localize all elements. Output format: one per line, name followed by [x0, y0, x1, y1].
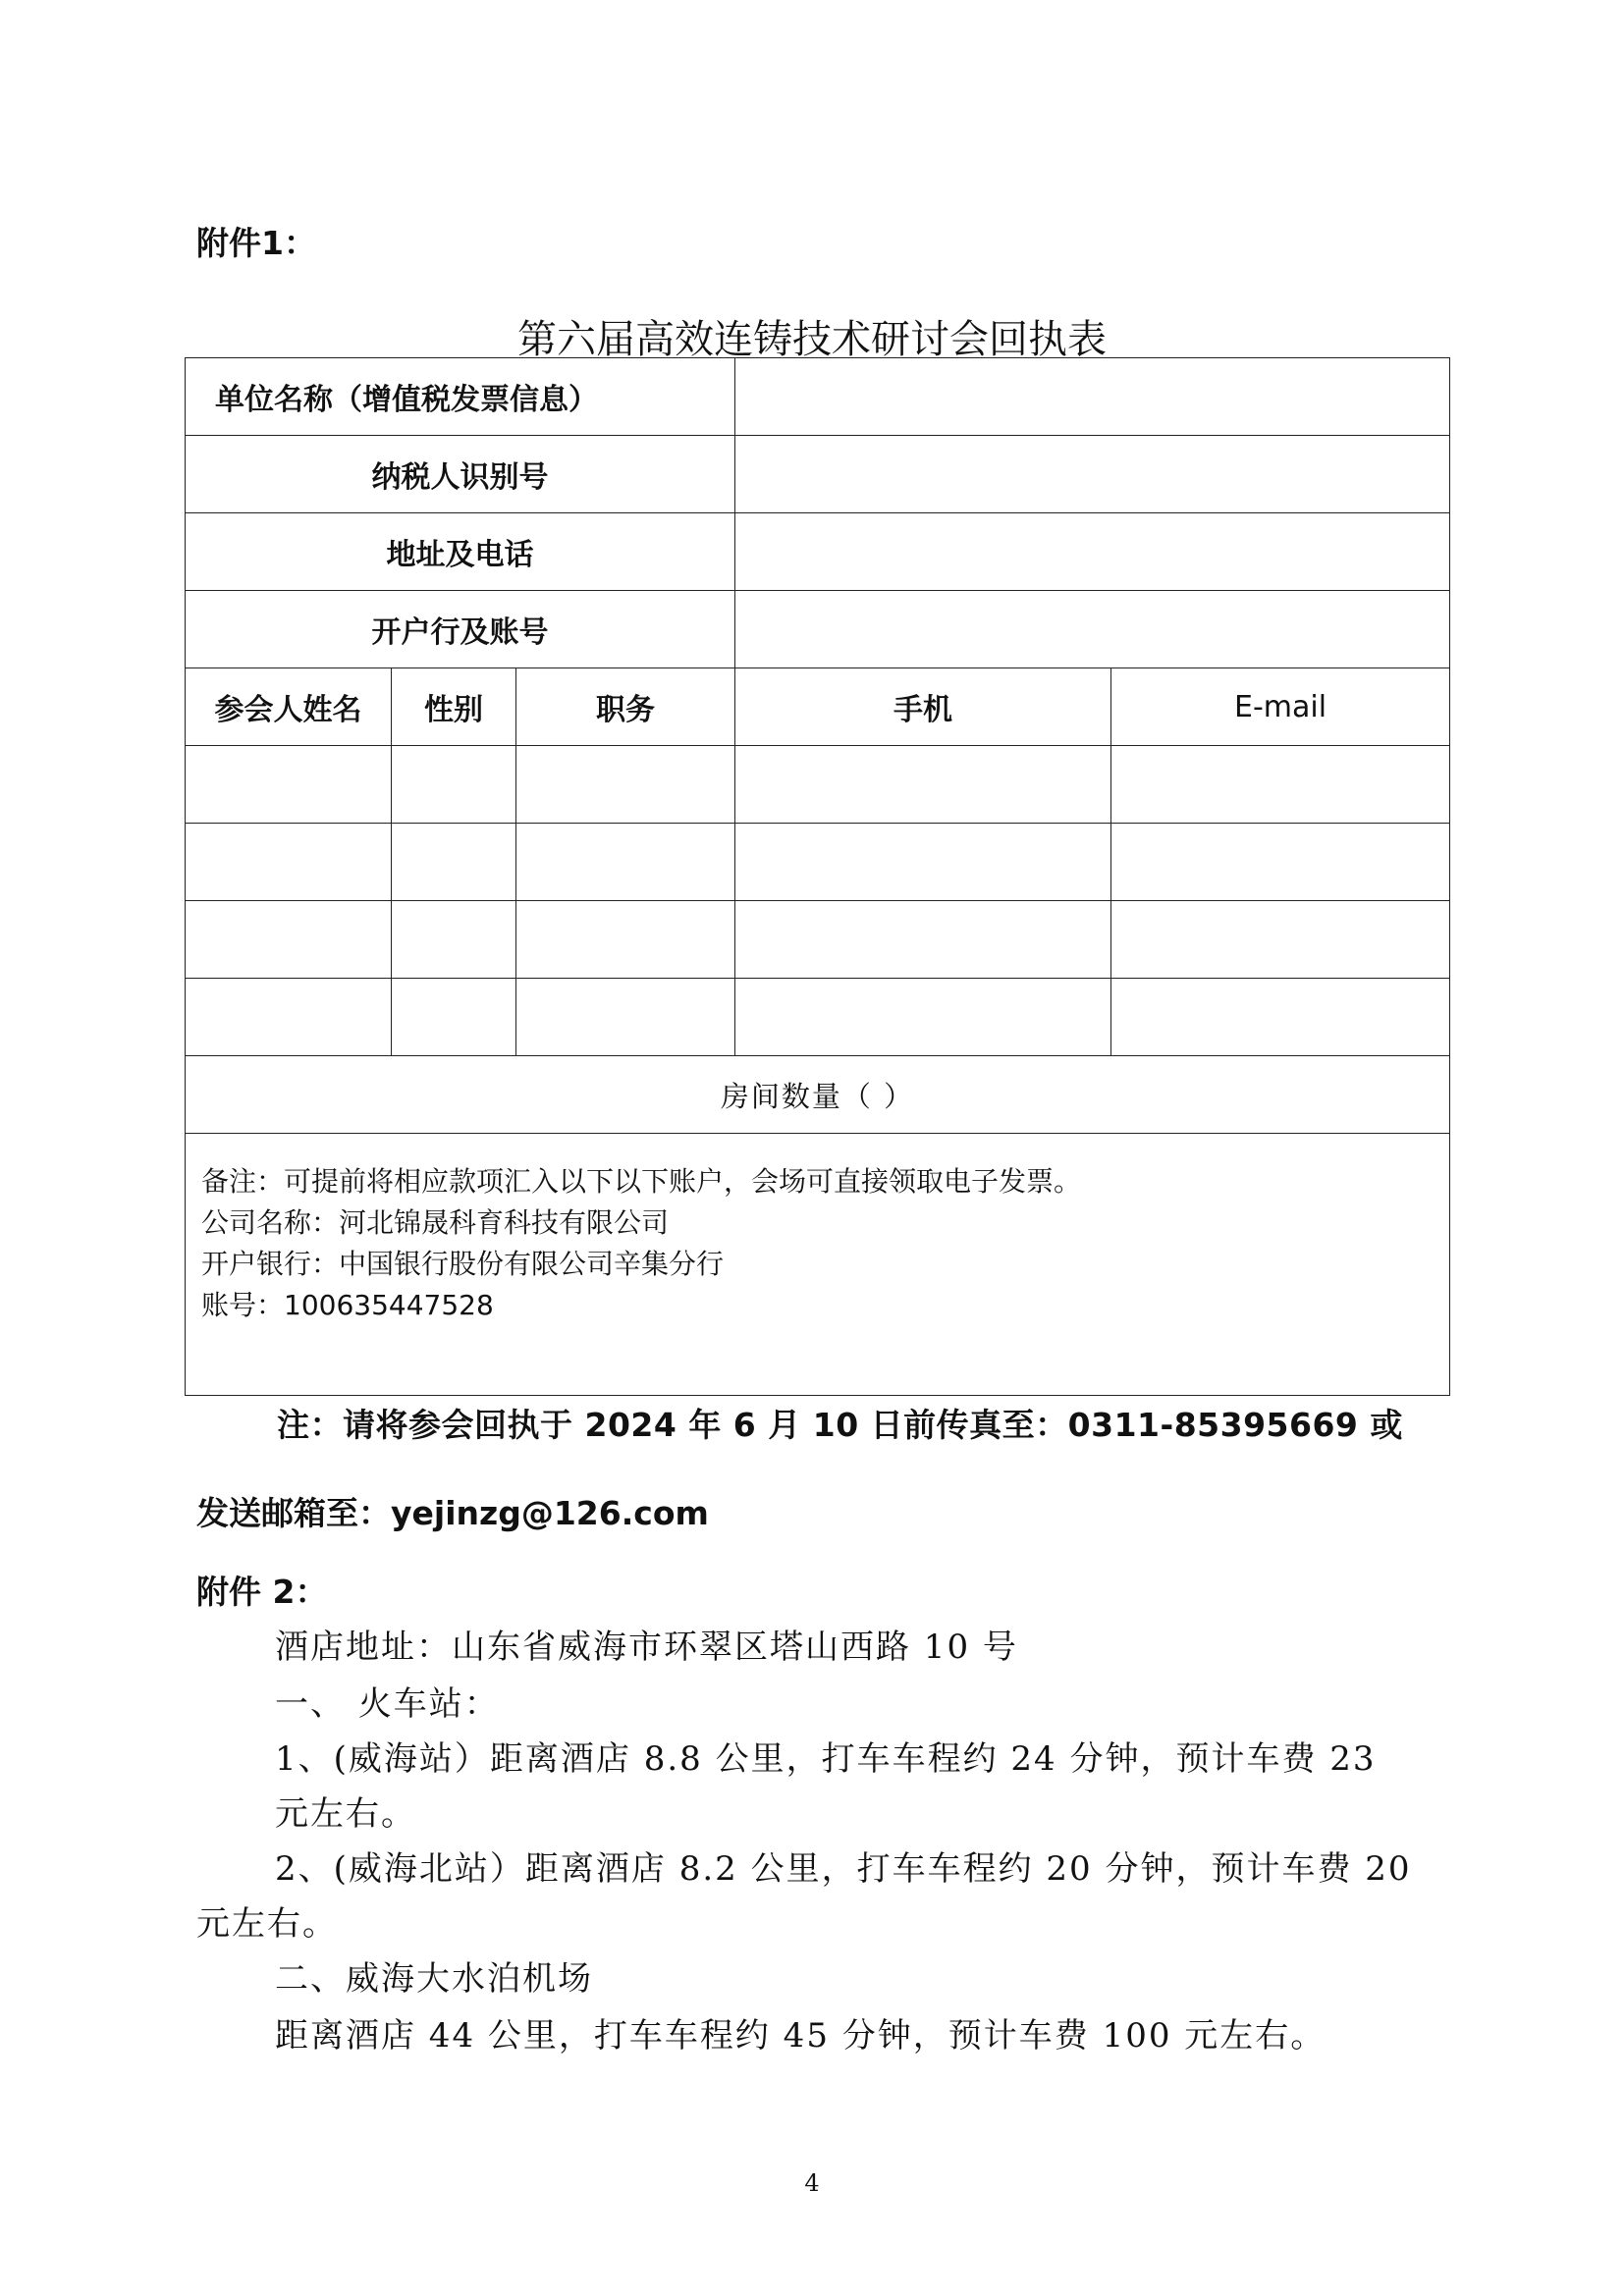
email-cell[interactable] — [1111, 901, 1450, 979]
table-header-row — [186, 668, 1450, 746]
address-phone-cell[interactable] — [735, 513, 1450, 591]
header-mobile: 手机 — [735, 668, 1111, 746]
email-note: 发送邮箱至：yejinzg@126.com — [196, 1494, 709, 1532]
table-row — [186, 901, 1450, 979]
mobile-cell[interactable] — [735, 746, 1111, 824]
receipt-form-table — [185, 357, 1450, 1396]
table-row — [186, 979, 1450, 1056]
table-row — [186, 824, 1450, 901]
header-email: E-mail — [1111, 668, 1450, 746]
weihai-north-station-directions-cont: 元左右。 — [196, 1904, 338, 1944]
mobile-cell[interactable] — [735, 901, 1111, 979]
notes-remark: 备注：可提前将相应款项汇入以下以下账户，会场可直接领取电子发票。 — [201, 1165, 1082, 1198]
table-row — [186, 436, 1450, 513]
table-row — [186, 1056, 1450, 1134]
position-cell[interactable] — [516, 746, 735, 824]
deadline-note: 注：请将参会回执于 2024 年 6 月 10 日前传真至：0311-85395669 或 — [277, 1406, 1403, 1444]
notes-cell — [186, 1134, 1450, 1396]
form-title: 第六届高效连铸技术研讨会回执表 — [517, 317, 1107, 362]
attachment-2-label: 附件 2： — [196, 1573, 328, 1611]
table-row — [186, 591, 1450, 668]
notes-company-name: 公司名称：河北锦晟科育科技有限公司 — [201, 1206, 670, 1239]
email-cell[interactable] — [1111, 746, 1450, 824]
bank-account-cell[interactable] — [735, 591, 1450, 668]
tax-id-cell[interactable] — [735, 436, 1450, 513]
company-name-label: 单位名称（增值税发票信息） — [186, 358, 735, 436]
weihai-north-station-directions: 2、(威海北站）距离酒店 8.2 公里，打车车程约 20 分钟，预计车费 20 — [275, 1849, 1412, 1889]
gender-cell[interactable] — [392, 901, 516, 979]
notes-account-number: 账号：100635447528 — [201, 1289, 494, 1321]
notes-bank: 开户银行：中国银行股份有限公司辛集分行 — [201, 1248, 725, 1280]
attendee-name-cell[interactable] — [186, 979, 392, 1056]
room-count-cell[interactable]: 房间数量（ ） — [186, 1056, 1450, 1134]
train-station-heading: 一、 火车站： — [275, 1684, 500, 1724]
airport-heading: 二、威海大水泊机场 — [275, 1959, 593, 1999]
table-row — [186, 746, 1450, 824]
position-cell[interactable] — [516, 824, 735, 901]
airport-directions: 距离酒店 44 公里，打车车程约 45 分钟，预计车费 100 元左右。 — [275, 2016, 1326, 2056]
attachment-1-label: 附件1： — [196, 224, 316, 262]
table-row — [186, 513, 1450, 591]
weihai-station-directions-cont: 元左右。 — [275, 1794, 416, 1834]
table-row — [186, 1134, 1450, 1396]
attendee-name-cell[interactable] — [186, 824, 392, 901]
tax-id-label: 纳税人识别号 — [186, 436, 735, 513]
gender-cell[interactable] — [392, 824, 516, 901]
company-name-cell[interactable] — [735, 358, 1450, 436]
position-cell[interactable] — [516, 979, 735, 1056]
gender-cell[interactable] — [392, 979, 516, 1056]
header-position: 职务 — [516, 668, 735, 746]
position-cell[interactable] — [516, 901, 735, 979]
bank-account-label: 开户行及账号 — [186, 591, 735, 668]
mobile-cell[interactable] — [735, 979, 1111, 1056]
address-phone-label: 地址及电话 — [186, 513, 735, 591]
header-attendee-name: 参会人姓名 — [186, 668, 392, 746]
header-gender: 性别 — [392, 668, 516, 746]
attendee-name-cell[interactable] — [186, 746, 392, 824]
gender-cell[interactable] — [392, 746, 516, 824]
email-cell[interactable] — [1111, 979, 1450, 1056]
hotel-address: 酒店地址：山东省威海市环翠区塔山西路 10 号 — [275, 1628, 1018, 1667]
page-number: 4 — [804, 2169, 820, 2197]
email-cell[interactable] — [1111, 824, 1450, 901]
attendee-name-cell[interactable] — [186, 901, 392, 979]
weihai-station-directions: 1、(威海站）距离酒店 8.8 公里，打车车程约 24 分钟，预计车费 23 — [275, 1739, 1377, 1779]
mobile-cell[interactable] — [735, 824, 1111, 901]
table-row — [186, 358, 1450, 436]
